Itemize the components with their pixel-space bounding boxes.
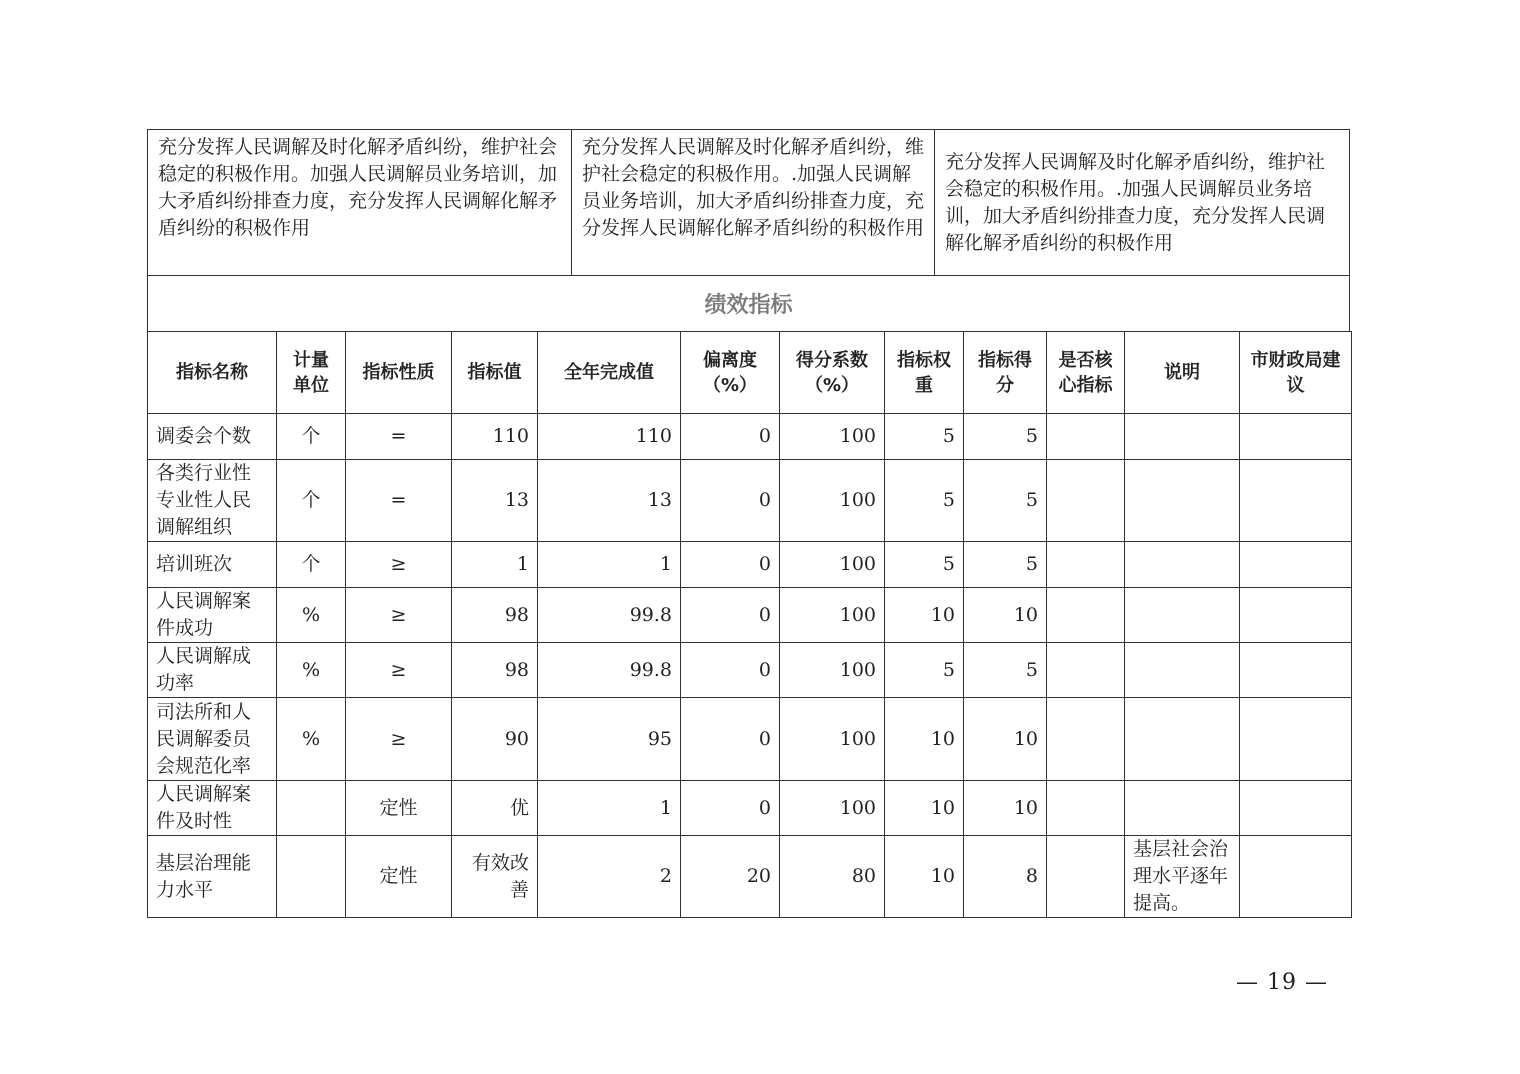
table-row [148,542,1352,588]
header-indicator-name: 指标名称 [148,332,277,414]
cell-core [1047,588,1125,643]
cell-score: 8 [964,836,1047,918]
header-deviation: 偏离度（%） [681,332,780,414]
cell-suggestion [1240,460,1352,542]
header-coefficient: 得分系数（%） [780,332,885,414]
cell-target: 110 [452,414,538,460]
header-nature: 指标性质 [346,332,452,414]
cell-core [1047,836,1125,918]
cell-actual: 1 [538,542,681,588]
cell-core [1047,781,1125,836]
cell-suggestion [1240,781,1352,836]
cell-score: 5 [964,414,1047,460]
cell-deviation: 0 [681,698,780,781]
cell-coefficient: 100 [780,698,885,781]
cell-core [1047,698,1125,781]
header-score: 指标得分 [964,332,1047,414]
cell-unit [277,781,346,836]
cell-deviation: 20 [681,836,780,918]
header-weight: 指标权重 [885,332,964,414]
cell-unit: 个 [277,460,346,542]
cell-note [1125,588,1240,643]
cell-core [1047,414,1125,460]
cell-coefficient: 100 [780,414,885,460]
table-row [148,836,1352,918]
cell-weight: 10 [885,781,964,836]
cell-target: 98 [452,588,538,643]
cell-nature: ≥ [346,698,452,781]
cell-deviation: 0 [681,588,780,643]
cell-suggestion [1240,698,1352,781]
cell-coefficient: 80 [780,836,885,918]
cell-deviation: 0 [681,781,780,836]
header-note: 说明 [1125,332,1240,414]
cell-weight: 5 [885,643,964,698]
cell-target: 优 [452,781,538,836]
table-row [148,781,1352,836]
cell-core [1047,643,1125,698]
objective-cell-3 [935,130,1349,275]
cell-note [1125,698,1240,781]
objective-cell-3-text: 充分发挥人民调解及时化解矛盾纠纷，维护社会稳定的积极作用。.加强人民调解员业务培训，加大矛盾纠纷排查力度，充分发挥人民调解化解矛盾纠纷的积极作用 [945,150,1326,254]
header-target: 指标值 [452,332,538,414]
cell-deviation: 0 [681,460,780,542]
cell-note [1125,781,1240,836]
cell-target: 有效改善 [452,836,538,918]
cell-nature: = [346,460,452,542]
cell-note: 基层社会治理水平逐年提高。 [1125,836,1240,918]
cell-note [1125,460,1240,542]
cell-score: 5 [964,643,1047,698]
cell-deviation: 0 [681,414,780,460]
cell-unit: 个 [277,542,346,588]
cell-name: 人民调解案件成功 [148,588,277,643]
cell-name: 司法所和人民调解委员会规范化率 [148,698,277,781]
cell-suggestion [1240,643,1352,698]
cell-suggestion [1240,588,1352,643]
cell-note [1125,414,1240,460]
cell-note [1125,643,1240,698]
cell-score: 5 [964,460,1047,542]
performance-table [147,331,1352,918]
cell-weight: 10 [885,836,964,918]
cell-target: 13 [452,460,538,542]
cell-unit: 个 [277,414,346,460]
cell-actual: 13 [538,460,681,542]
cell-coefficient: 100 [780,542,885,588]
cell-nature: ≥ [346,542,452,588]
cell-suggestion [1240,542,1352,588]
cell-weight: 5 [885,460,964,542]
cell-coefficient: 100 [780,460,885,542]
cell-name: 人民调解案件及时性 [148,781,277,836]
cell-nature: 定性 [346,836,452,918]
table-row [148,414,1352,460]
objective-text-block [147,129,1350,275]
table-row [148,698,1352,781]
cell-actual: 95 [538,698,681,781]
cell-coefficient: 100 [780,781,885,836]
cell-weight: 5 [885,542,964,588]
cell-unit [277,836,346,918]
cell-name: 基层治理能力水平 [148,836,277,918]
cell-weight: 5 [885,414,964,460]
cell-coefficient: 100 [780,643,885,698]
cell-deviation: 0 [681,542,780,588]
cell-actual: 99.8 [538,588,681,643]
cell-score: 10 [964,588,1047,643]
header-suggestion: 市财政局建议 [1240,332,1352,414]
cell-nature: ≥ [346,643,452,698]
header-core: 是否核心指标 [1047,332,1125,414]
page-number: — 19 — [1236,970,1328,995]
cell-unit: % [277,588,346,643]
cell-core [1047,460,1125,542]
cell-nature: ≥ [346,588,452,643]
cell-actual: 99.8 [538,643,681,698]
cell-note [1125,542,1240,588]
cell-actual: 2 [538,836,681,918]
cell-weight: 10 [885,588,964,643]
cell-coefficient: 100 [780,588,885,643]
table-header-row [148,332,1352,414]
cell-score: 10 [964,698,1047,781]
table-row [148,460,1352,542]
cell-score: 10 [964,781,1047,836]
table-row [148,588,1352,643]
cell-weight: 10 [885,698,964,781]
table-row [148,643,1352,698]
objective-cell-1: 充分发挥人民调解及时化解矛盾纠纷，维护社会稳定的积极作用。加强人民调解员业务培训，加大矛盾纠纷排查力度，充分发挥人民调解化解矛盾纠纷的积极作用 [148,130,572,275]
cell-suggestion [1240,414,1352,460]
cell-name: 人民调解成功率 [148,643,277,698]
cell-unit: % [277,643,346,698]
cell-target: 1 [452,542,538,588]
cell-score: 5 [964,542,1047,588]
cell-name: 各类行业性专业性人民调解组织 [148,460,277,542]
cell-nature: 定性 [346,781,452,836]
cell-nature: = [346,414,452,460]
cell-core [1047,542,1125,588]
cell-name: 调委会个数 [148,414,277,460]
cell-actual: 110 [538,414,681,460]
cell-unit: % [277,698,346,781]
cell-actual: 1 [538,781,681,836]
objective-cell-2: 充分发挥人民调解及时化解矛盾纠纷，维护社会稳定的积极作用。.加强人民调解员业务培训，加大矛盾纠纷排查力度，充分发挥人民调解化解矛盾纠纷的积极作用 [572,130,935,275]
cell-deviation: 0 [681,643,780,698]
cell-target: 98 [452,643,538,698]
cell-target: 90 [452,698,538,781]
header-unit: 计量单位 [277,332,346,414]
cell-suggestion [1240,836,1352,918]
header-actual: 全年完成值 [538,332,681,414]
section-title: 绩效指标 [147,275,1350,332]
cell-name: 培训班次 [148,542,277,588]
